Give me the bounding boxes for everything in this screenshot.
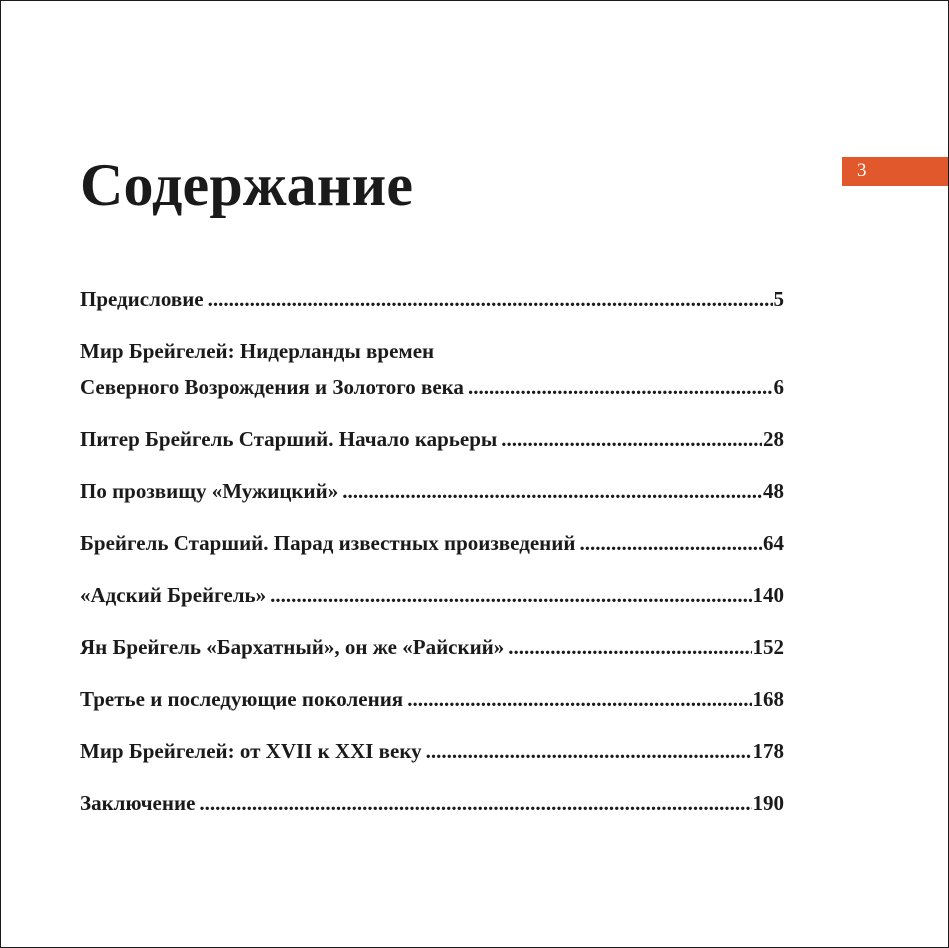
toc-entry-title: По прозвищу «Мужицкий» [80,479,339,503]
toc-entry-title-line1: Мир Брейгелей: Нидерланды времен [80,339,435,363]
toc-entry-page: 168 [752,687,784,711]
toc-entry-page: 178 [752,739,784,763]
toc-entry-page: 6 [773,375,784,399]
toc-dot-leader [468,374,773,400]
toc-dot-leader [508,634,751,660]
toc-entry-title: Ян Брейгель «Бархатный», он же «Райский» [80,635,505,659]
toc-entry-page: 190 [752,791,784,815]
toc-dot-leader [270,582,751,608]
toc-dot-leader [501,426,762,452]
toc-entry-page: 28 [763,427,784,451]
toc-dot-leader [407,686,751,712]
page-number: 3 [857,160,867,181]
toc-entry[interactable] [80,478,784,504]
toc-entry-title: Брейгель Старший. Парад известных произведений [80,531,576,555]
toc-entry[interactable] [80,790,784,816]
toc-entry-title: Заключение [80,791,196,815]
toc-entry-title: Питер Брейгель Старший. Начало карьеры [80,427,498,451]
toc-dot-leader [342,478,762,504]
toc-entry-title: Предисловие [80,287,204,311]
toc-entry[interactable] [80,338,784,400]
toc-entry[interactable] [80,634,784,660]
toc-entry[interactable] [80,582,784,608]
toc-dot-leader [208,286,773,312]
toc-entry[interactable] [80,426,784,452]
toc-dot-leader [426,738,752,764]
toc-entry-page: 5 [773,287,784,311]
toc-entry-page: 152 [752,635,784,659]
toc-entry-title: Северного Возрождения и Золотого века [80,375,464,399]
toc-entry-page: 64 [763,531,784,555]
page-number-tab [842,157,948,186]
toc-entry-title: «Адский Брейгель» [80,583,267,607]
toc-entry-page: 48 [763,479,784,503]
toc-entry[interactable] [80,686,784,712]
toc-entry-title: Третье и последующие поколения [80,687,404,711]
toc-dot-leader [199,790,751,816]
toc-entry[interactable] [80,738,784,764]
toc-entry[interactable] [80,286,784,312]
toc-entry-page: 140 [752,583,784,607]
toc-entry-title: Мир Брейгелей: от XVII к XXI веку [80,739,422,763]
toc-dot-leader [579,530,762,556]
table-of-contents [80,286,784,842]
page-title: Содержание [80,152,414,218]
toc-entry[interactable] [80,530,784,556]
